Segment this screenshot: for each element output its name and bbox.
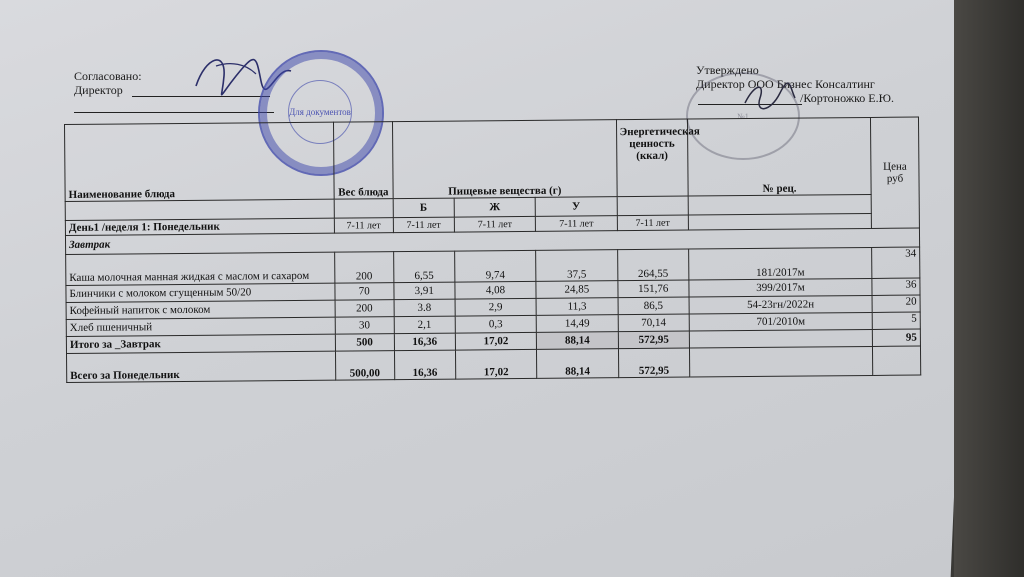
approved-right-label: Утверждено [696, 63, 759, 77]
col-zh-header: Ж [454, 197, 536, 217]
dish-u: 11,3 [536, 298, 618, 316]
dish-zh: 9,74 [454, 250, 536, 282]
menu-table [64, 117, 921, 383]
dish-recipe: 54-23гн/2022н [689, 295, 872, 314]
subheader-empty [65, 199, 334, 220]
subheader-empty [688, 194, 871, 215]
approved-label: Согласовано: [74, 69, 142, 83]
dish-u: 14,49 [536, 315, 618, 333]
dish-name: Хлеб пшеничный [66, 317, 335, 336]
total-weight: 500 [335, 334, 394, 352]
section-label: Завтрак [65, 228, 919, 254]
total-u: 88,14 [537, 332, 619, 350]
dish-recipe: 701/2010м [689, 312, 872, 331]
dish-zh: 2,9 [455, 298, 537, 316]
underline [74, 112, 274, 113]
age-cell: 7-11 лет [334, 218, 393, 234]
dish-b: 3.8 [394, 299, 455, 317]
grand-kcal: 572,95 [618, 348, 690, 378]
day-label: День1 /неделя 1: Понедельник [65, 218, 334, 235]
total-recipe-empty [689, 329, 872, 348]
col-b-header: Б [393, 198, 454, 218]
total-price: 95 [872, 329, 920, 346]
col-name-header: Наименование блюда [65, 122, 334, 201]
director-left-text: Директор [74, 83, 123, 97]
age-cell-empty [688, 213, 871, 230]
dish-kcal: 151,76 [618, 280, 689, 298]
dish-name: Кофейный напиток с молоком [66, 300, 335, 319]
dish-name: Каша молочная манная жидкая с маслом и сахаром [66, 252, 335, 285]
total-b: 16,36 [394, 333, 455, 351]
total-zh: 17,02 [455, 332, 537, 350]
dish-b: 3,91 [394, 282, 455, 300]
dish-price: 36 [872, 278, 920, 295]
age-cell: 7-11 лет [536, 216, 618, 232]
col-recipe-header: № рец. [687, 117, 871, 196]
dish-weight: 200 [334, 252, 393, 284]
col-u-header: У [535, 197, 617, 217]
dish-recipe: 399/2017м [689, 278, 872, 297]
dish-b: 2,1 [394, 316, 455, 334]
director-right-name: /Кортоножко Е.Ю. [800, 91, 894, 105]
subheader-empty [617, 196, 688, 216]
dish-price: 20 [872, 295, 920, 312]
dish-b: 6,55 [393, 251, 454, 283]
stamp-center-text: Для документов [288, 80, 352, 144]
subheader-empty [334, 199, 393, 219]
col-energy-header: Энергетическая ценность (ккал) [616, 119, 688, 197]
dish-price: 34 [872, 247, 920, 278]
header-row [65, 117, 920, 201]
dish-zh: 0,3 [455, 315, 537, 333]
dish-weight: 200 [335, 300, 394, 318]
grand-u: 88,14 [537, 349, 619, 379]
grand-b: 16,36 [394, 350, 455, 380]
total-kcal: 572,95 [618, 331, 689, 349]
dish-weight: 70 [335, 283, 394, 301]
age-cell: 7-11 лет [617, 215, 688, 231]
dish-kcal: 86,5 [618, 297, 689, 315]
grand-label: Всего за Понедельник [67, 351, 336, 382]
col-price-header: Цена руб [871, 117, 920, 228]
col-nutrients-header: Пищевые вещества (г) [392, 120, 617, 199]
grand-zh: 17,02 [455, 349, 537, 379]
dish-recipe: 181/2017м [689, 247, 872, 280]
total-label: Итого за _Завтрак [66, 334, 335, 353]
stamp-right-text: №1 [737, 111, 749, 121]
desk-background [954, 0, 1024, 577]
grand-recipe-empty [689, 346, 872, 377]
dish-u: 24,85 [536, 281, 618, 299]
dish-price: 5 [872, 312, 920, 329]
age-cell: 7-11 лет [393, 217, 454, 233]
director-right-label: Директор ООО Бизнес Консалтинг [696, 77, 875, 91]
col-weight-header: Вес блюда [333, 122, 393, 200]
dish-name: Блинчики с молоком сгущенным 50/20 [66, 283, 335, 302]
grand-price-empty [873, 346, 921, 375]
dish-kcal: 70,14 [618, 314, 689, 332]
dish-zh: 4,08 [455, 281, 537, 299]
grand-weight: 500,00 [335, 351, 394, 381]
age-cell: 7-11 лет [454, 216, 536, 232]
dish-kcal: 264,55 [617, 249, 689, 281]
dish-u: 37,5 [536, 250, 618, 282]
dish-weight: 30 [335, 317, 394, 335]
